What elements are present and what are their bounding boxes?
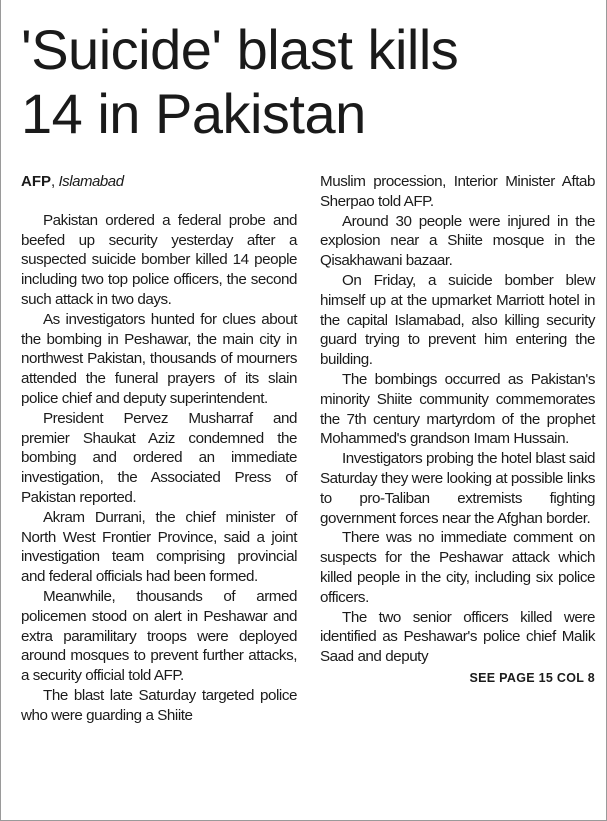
paragraph: The blast late Saturday targeted police who were guarding a Shiite <box>21 686 297 724</box>
headline-line-2: 14 in Pakistan <box>21 82 366 145</box>
paragraph: President Pervez Musharraf and premier Shaukat Aziz condemned the bombing and ordered an immediate investigation, the Associated Press of Pakistan reported. <box>21 409 297 506</box>
paragraph: The two senior officers killed were identified as Peshawar's police chief Malik Saad and deputy <box>320 608 595 666</box>
paragraph: Investigators probing the hotel blast said Saturday they were looking at possible links to pro-Taliban extremists fighting government forces near the Afghan border. <box>320 450 595 527</box>
headline <box>21 18 601 146</box>
byline-city: Islamabad <box>58 173 124 190</box>
byline-separator: , <box>51 173 59 190</box>
paragraph-continuation: Muslim procession, Interior Minister Aftab Sherpao told AFP. <box>320 173 595 210</box>
column-2 <box>320 172 595 689</box>
paragraph: Around 30 people were injured in the explosion near a Shiite mosque in the Qisakhawani bazaar. <box>320 212 595 270</box>
paragraph: As investigators hunted for clues about the bombing in Peshawar, the main city in northwest Pakistan, thousands of mourners attended the funeral prayers of its slain police chief and deputy superintendent. <box>21 310 297 407</box>
paragraph: Akram Durrani, the chief minister of North West Frontier Province, said a joint investigation team comprising provincial and federal officials had been formed. <box>21 508 297 586</box>
paragraph: Meanwhile, thousands of armed policemen stood on alert in Peshawar and extra paramilitary troops were deployed around mosques to prevent further attacks, a security official told AFP. <box>21 587 297 685</box>
byline <box>21 172 297 192</box>
paragraph: On Friday, a suicide bomber blew himself up at the upmarket Marriott hotel in the capital Islamabad, also killing security guard trying to prevent him entering the building. <box>320 271 595 369</box>
headline-line-1: 'Suicide' blast kills <box>21 18 459 81</box>
paragraph: There was no immediate comment on suspects for the Peshawar attack which killed people in the city, including six police officers. <box>320 529 595 606</box>
column-1 <box>21 172 297 726</box>
paragraph: Pakistan ordered a federal probe and beefed up security yesterday after a suspected suicide bomber killed 14 people including two top police officers, the second such attack in two days. <box>21 211 297 308</box>
byline-agency: AFP <box>21 173 51 190</box>
continued-on-page-reference: SEE PAGE 15 COL 8 <box>469 670 595 685</box>
paragraph: The bombings occurred as Pakistan's minority Shiite community commemorates the 7th century martyrdom of the prophet Mohammed's grandson Imam Hussain. <box>320 370 595 448</box>
